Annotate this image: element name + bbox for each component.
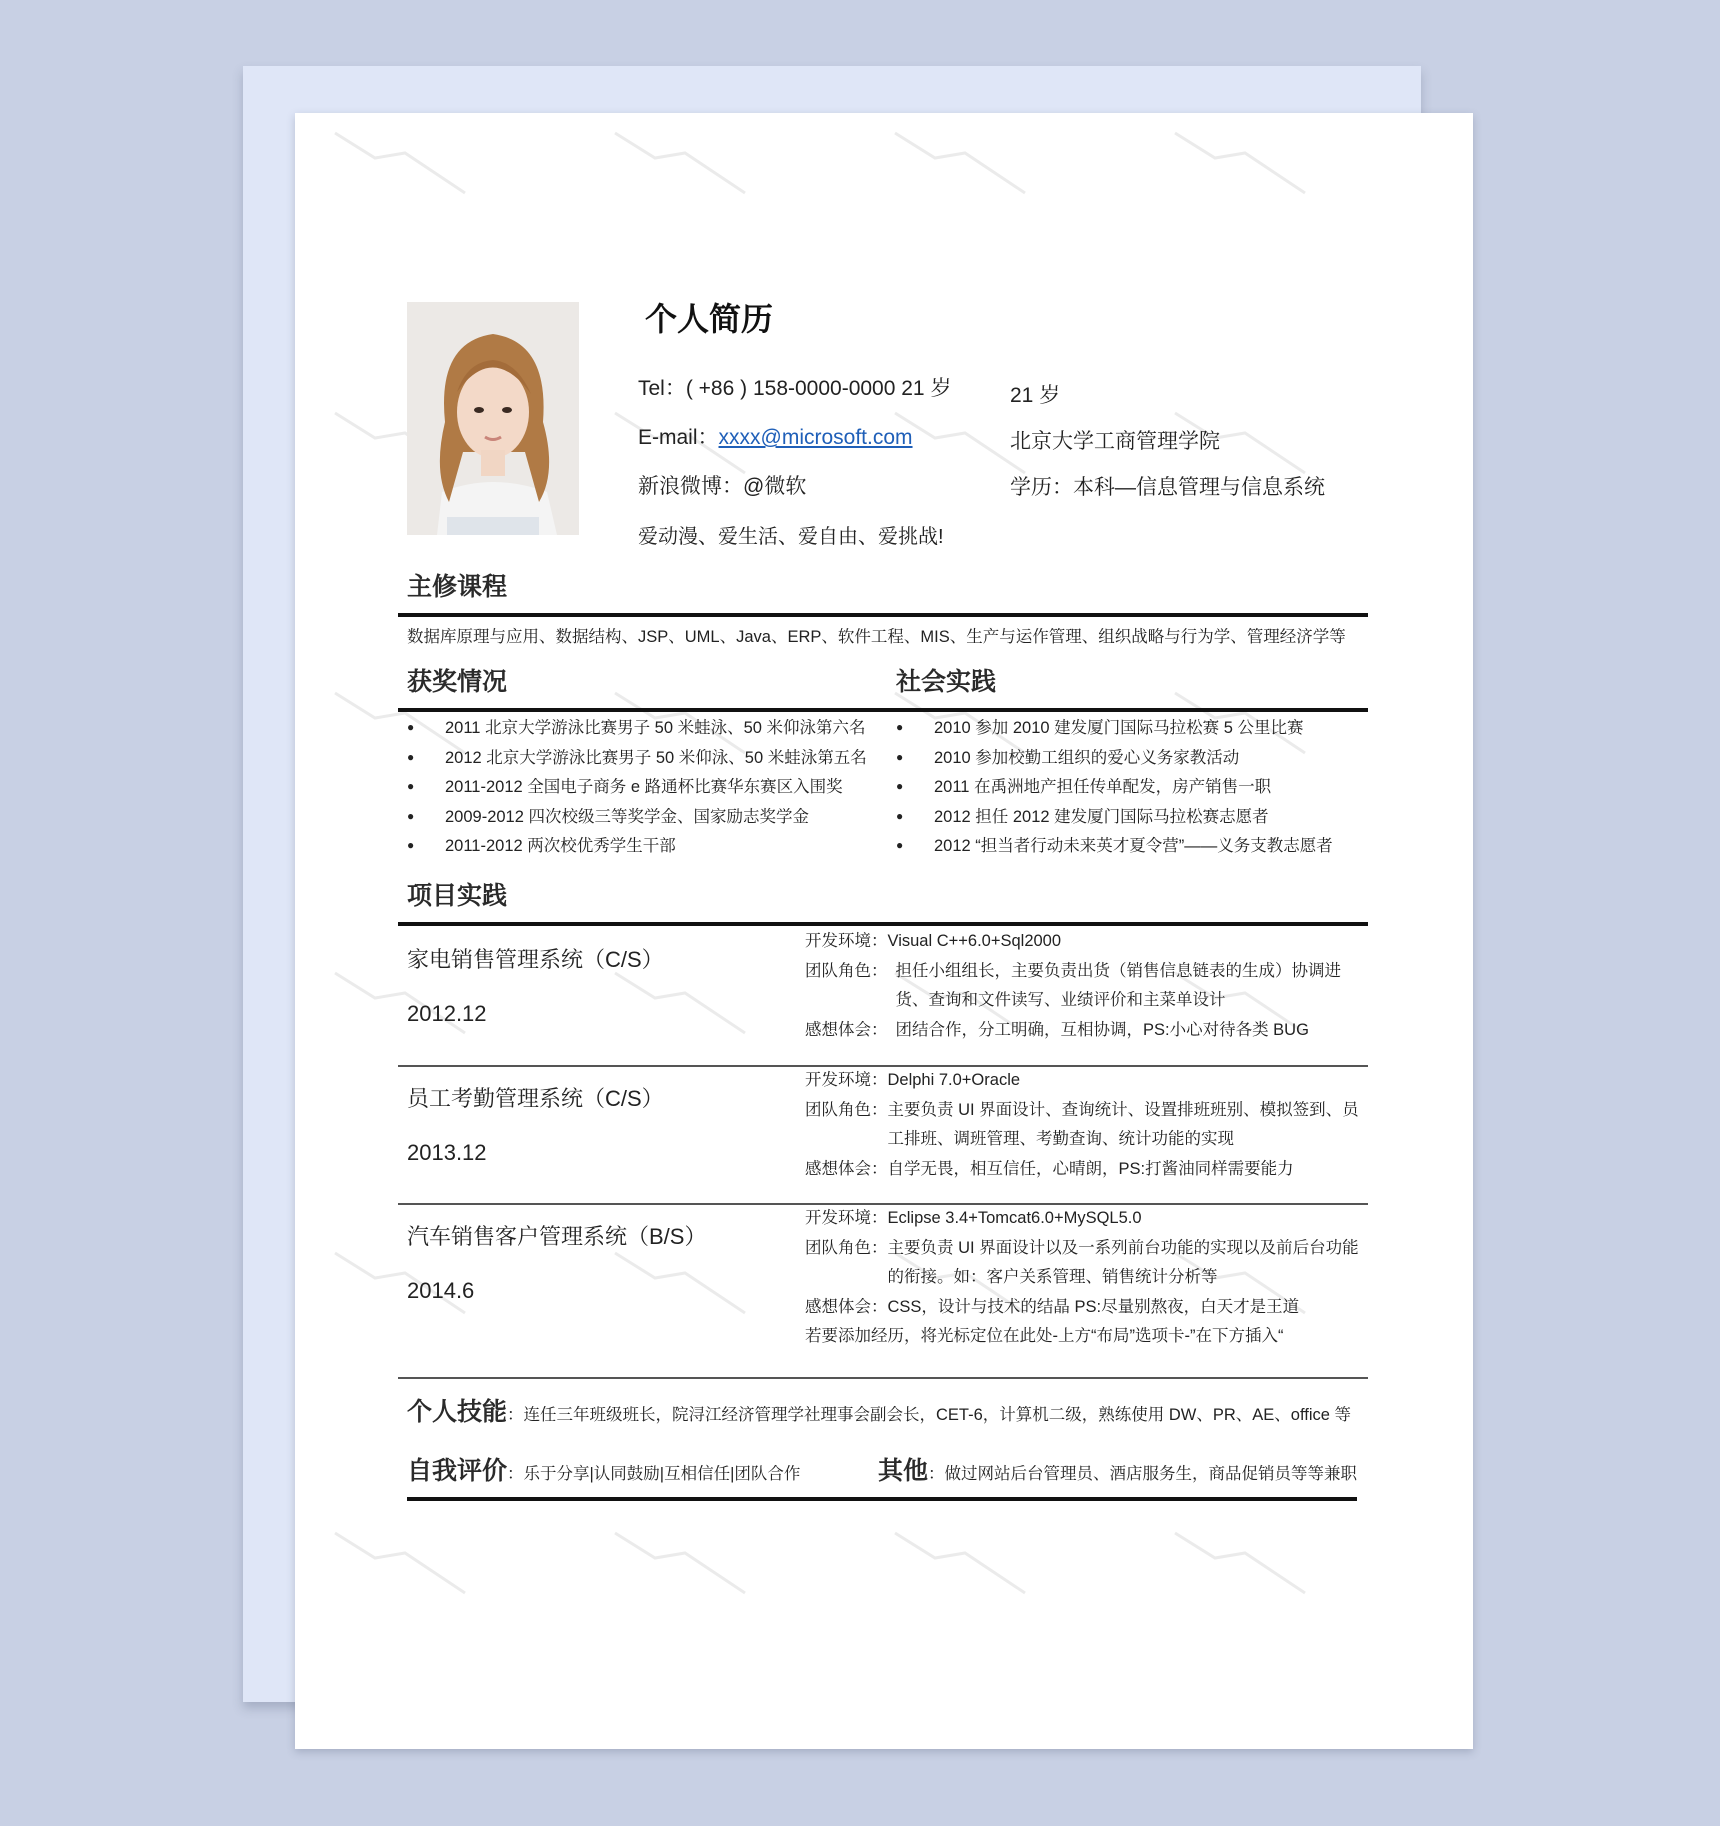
courses-rule [398,613,1368,617]
email-label: E-mail： [638,426,719,449]
social-heading: 社会实践 [896,668,997,696]
bullet-icon: ● [896,808,904,823]
project-name: 家电销售管理系统（C/S） [407,947,664,972]
list-item: ● 2011 在禹洲地产担任传单配发，房产销售一职 [896,772,1333,802]
bullet-icon: ● [407,808,415,823]
list-item: ● 2011-2012 全国电子商务 e 路通杯比赛华东赛区入围奖 [407,772,867,802]
self-eval-line [407,1451,800,1487]
project-divider [398,1377,1368,1379]
list-item: ● 2012 北京大学游泳比赛男子 50 米仰泳、50 米蛙泳第五名 [407,743,867,773]
project-name: 汽车销售客户管理系统（B/S） [407,1224,707,1249]
skills-text: ：连任三年班级班长，院浔江经济管理学社理事会副会长，CET-6，计算机二级，熟练使用 DW、PR、AE、office 等 [507,1406,1352,1424]
awards-heading: 获奖情况 [407,668,508,696]
bullet-icon: ● [896,749,904,764]
project-details: 开发环境： Eclipse 3.4+Tomcat6.0+MySQL5.0 团队角色： 主要负责 UI 界面设计以及一系列前台功能的实现以及前后台功能的衔接。如：客户关系管理、销售统计分析等 感想体会： CSS，设计与技术的结晶 PS:尽量别熬夜，白天才是王道 若要添加经历，将光标定位在此处-上方“布局”选项卡-”在下方插入“ [805,1204,1365,1352]
bullet-icon: ● [407,720,415,734]
list-item: ● 2012 “担当者行动未来英才夏令营”——义务支教志愿者 [896,831,1333,861]
watermark-mark [895,1533,1025,1593]
list-item: ● 2012 担任 2012 建发厦门国际马拉松赛志愿者 [896,802,1333,832]
hobby-text: 爱动漫、爱生活、爱自由、爱挑战! [638,526,944,548]
skills-heading: 个人技能 [407,1398,508,1426]
other-heading: 其他 [878,1457,929,1485]
self-eval-heading: 自我评价 [407,1457,508,1485]
skills-line [407,1392,1351,1428]
profile-photo [407,302,579,535]
list-item: ● 2010 参加 2010 建发厦门国际马拉松赛 5 公里比赛 [896,713,1333,743]
degree-text: 学历：本科—信息管理与信息系统 [1010,476,1325,499]
tel-text: Tel：( +86 ) 158-0000-0000 21 岁 [638,377,952,400]
other-text: ：做过网站后台管理员、酒店服务生，商品促销员等等兼职 [928,1465,1358,1483]
watermark-mark [1175,1533,1305,1593]
projects-heading: 项目实践 [407,882,508,910]
age-text: 21 岁 [1010,384,1061,407]
project-name: 员工考勤管理系统（C/S） [407,1086,664,1111]
email-row [638,421,913,451]
project-date: 2014.6 [407,1278,475,1303]
project-details: 开发环境： Delphi 7.0+Oracle 团队角色： 主要负责 UI 界面设计、查询统计、设置排班班别、模拟签到、员工排班、调班管理、考勤查询、统计功能的实现 感想体会： 自学无畏，相互信任，心晴朗，PS:打酱油同样需要能力 [805,1071,1359,1178]
bullet-icon: ● [407,779,415,793]
list-item: ● 2010 参加校勤工组织的爱心义务家教活动 [896,743,1333,773]
watermark-mark [895,413,1025,473]
social-list [896,713,1333,861]
bullet-icon: ● [407,838,415,852]
list-item: ● 2009-2012 四次校级三等奖学金、国家励志奖学金 [407,802,867,832]
watermark-mark [615,1253,745,1313]
list-item: ● 2011 北京大学游泳比赛男子 50 米蛙泳、50 米仰泳第六名 [407,713,867,743]
self-eval-text: ：乐于分享|认同鼓励|互相信任|团队合作 [507,1465,801,1483]
resume-page [295,113,1473,1749]
bullet-icon: ● [896,720,904,734]
watermark-mark [615,973,745,1033]
school-text: 北京大学工商管理学院 [1010,430,1220,453]
project-note: 若要添加经历，将光标定位在此处-上方“布局”选项卡-”在下方插入“ [805,1327,1284,1345]
projects-rule [398,922,1368,926]
watermark-mark [615,133,745,193]
watermark-mark [335,133,465,193]
resume-title: 个人简历 [645,301,774,337]
bullet-icon: ● [896,779,904,793]
courses-text: 数据库原理与应用、数据结构、JSP、UML、Java、ERP、软件工程、MIS、生产与运作管理、组织战略与行为学、管理经济学等 [407,628,1346,646]
courses-heading: 主修课程 [407,573,508,601]
email-link[interactable]: xxxx@microsoft.com [718,426,913,449]
watermark-mark [615,1533,745,1593]
bullet-icon: ● [896,838,904,852]
project-details: 开发环境： Visual C++6.0+Sql2000 团队角色： 担任小组组长，主要负责出货（销售信息链表的生成）协调进货、查询和文件读写、业绩评价和主菜单设计 感想体会： 团结合作，分工明确，互相协调，PS:小心对待各类 BUG [805,932,1341,1039]
watermark-mark [895,133,1025,193]
other-line [878,1451,1357,1487]
watermark-mark [335,1533,465,1593]
project-date: 2012.12 [407,1001,487,1026]
project-date: 2013.12 [407,1140,487,1165]
awards-list [407,713,867,861]
bottom-rule [407,1497,1357,1501]
weibo-text: 新浪微博：@微软 [638,475,807,498]
awards-rule [398,708,1368,712]
list-item: ● 2011-2012 两次校优秀学生干部 [407,831,867,861]
watermark-mark [1175,133,1305,193]
bullet-icon: ● [407,749,415,764]
